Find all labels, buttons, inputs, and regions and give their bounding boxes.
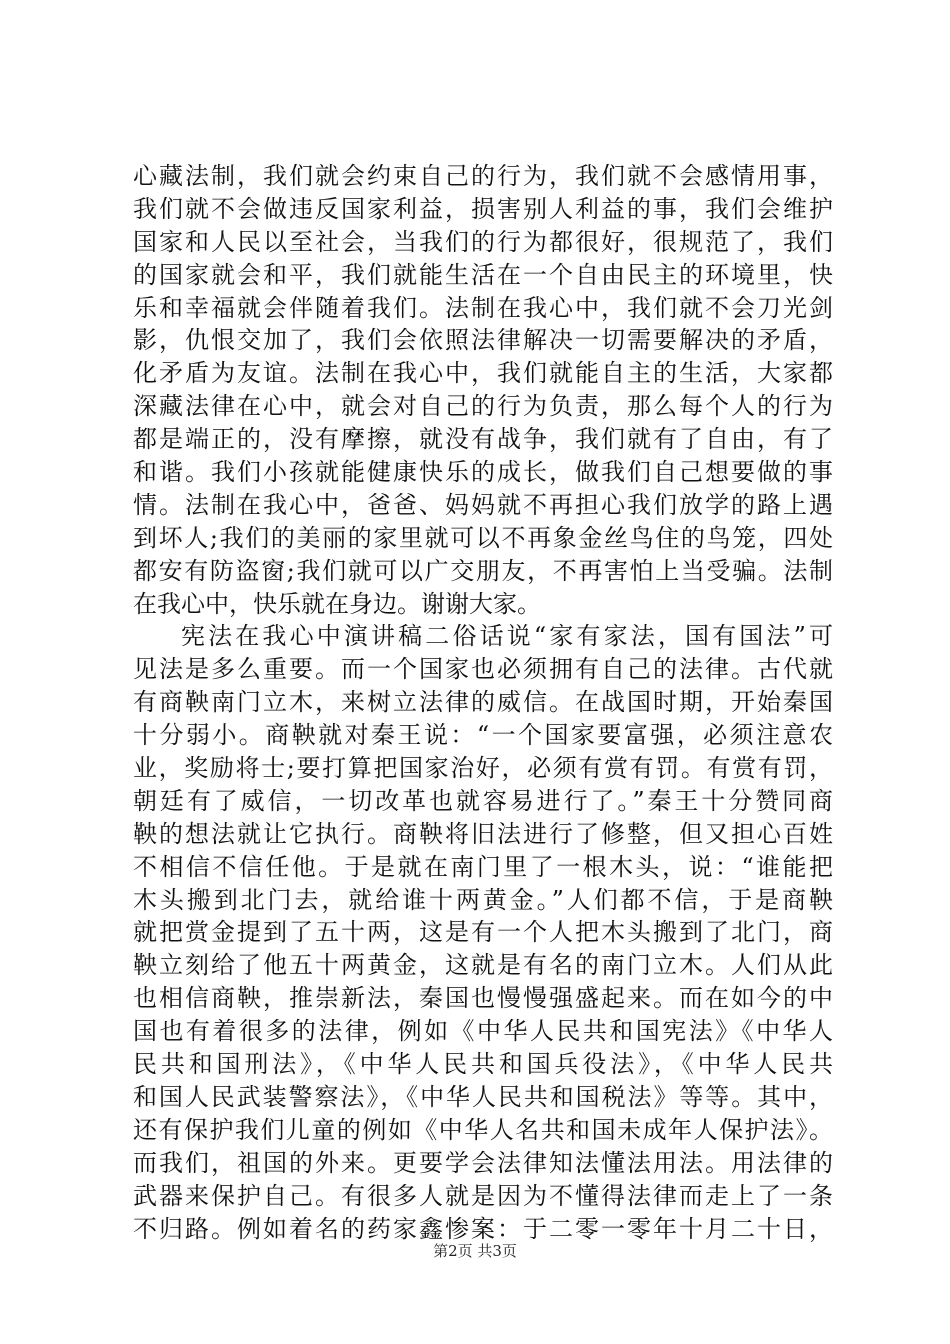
text-line: 国家和人民以至社会，当我们的行为都很好，很规范了，我们 [133, 227, 833, 256]
text-line: 到坏人;我们的美丽的家里就可以不再象金丝鸟住的鸟笼，四处 [133, 523, 833, 552]
page-number-label: 第2页 共3页 [433, 1242, 517, 1260]
text-line: 乐和幸福就会伴随着我们。法制在我心中，我们就不会刀光剑 [133, 293, 833, 322]
body-text [133, 160, 833, 1245]
text-line: 国也有着很多的法律，例如《中华人民共和国宪法》《中华人 [133, 1017, 833, 1046]
text-line: 的国家就会和平，我们就能生活在一个自由民主的环境里，快 [133, 260, 833, 289]
text-line: 不相信不信任他。于是就在南门里了一根木头，说：“谁能把 [133, 852, 833, 881]
text-line: 也相信商鞅，推崇新法，秦国也慢慢强盛起来。而在如今的中 [133, 984, 833, 1013]
text-line: 化矛盾为友谊。法制在我心中，我们就能自主的生活，大家都 [133, 359, 833, 388]
text-line: 心藏法制，我们就会约束自己的行为，我们就不会感情用事， [133, 162, 833, 190]
text-line: 见法是多么重要。而一个国家也必须拥有自己的法律。古代就 [133, 655, 833, 684]
text-line: 有商鞅南门立木，来树立法律的威信。在战国时期，开始秦国 [133, 688, 833, 717]
text-line: 情。法制在我心中，爸爸、妈妈就不再担心我们放学的路上遇 [133, 490, 833, 519]
page-footer [0, 1241, 950, 1261]
text-line: 十分弱小。商鞅就对秦王说：“一个国家要富强，必须注意农 [133, 721, 833, 750]
text-line: 影，仇恨交加了，我们会依照法律解决一切需要解决的矛盾， [133, 326, 833, 355]
text-line: 还有保护我们儿童的例如《中华人名共和国未成年人保护法》。 [133, 1115, 833, 1144]
text-line: 武器来保护自己。有很多人就是因为不懂得法律而走上了一条 [133, 1181, 833, 1210]
text-line: 不归路。例如着名的药家鑫惨案：于二零一零年十月二十日， [133, 1214, 833, 1243]
text-line: 木头搬到北门去，就给谁十两黄金。”人们都不信，于是商鞅 [133, 885, 833, 914]
text-line: 和谐。我们小孩就能健康快乐的成长，做我们自己想要做的事 [133, 458, 833, 487]
text-line: 鞅的想法就让它执行。商鞅将旧法进行了修整，但又担心百姓 [133, 819, 833, 848]
text-line: 在我心中，快乐就在身边。谢谢大家。 [133, 589, 541, 618]
text-line: 宪法在我心中演讲稿二俗话说“家有家法，国有国法”可 [181, 622, 833, 651]
text-line: 就把赏金提到了五十两，这是有一个人把木头搬到了北门，商 [133, 918, 833, 947]
text-line: 鞅立刻给了他五十两黄金，这就是有名的南门立木。人们从此 [133, 951, 833, 980]
text-line: 民共和国刑法》，《中华人民共和国兵役法》，《中华人民共 [133, 1050, 833, 1079]
text-line: 都是端正的，没有摩擦，就没有战争，我们就有了自由，有了 [133, 425, 833, 454]
text-line: 深藏法律在心中，就会对自己的行为负责，那么每个人的行为 [133, 392, 833, 421]
text-line: 业，奖励将士;要打算把国家治好，必须有赏有罚。有赏有罚， [133, 754, 833, 783]
text-line: 和国人民武装警察法》，《中华人民共和国税法》等等。其中， [133, 1082, 833, 1111]
text-line: 都安有防盗窗;我们就可以广交朋友，不再害怕上当受骗。法制 [133, 556, 833, 585]
text-line: 我们就不会做违反国家利益，损害别人利益的事，我们会维护 [133, 194, 833, 223]
text-line: 朝廷有了威信，一切改革也就容易进行了。”秦王十分赞同商 [133, 786, 833, 815]
text-line: 而我们，祖国的外来。更要学会法律知法懂法用法。用法律的 [133, 1148, 833, 1177]
